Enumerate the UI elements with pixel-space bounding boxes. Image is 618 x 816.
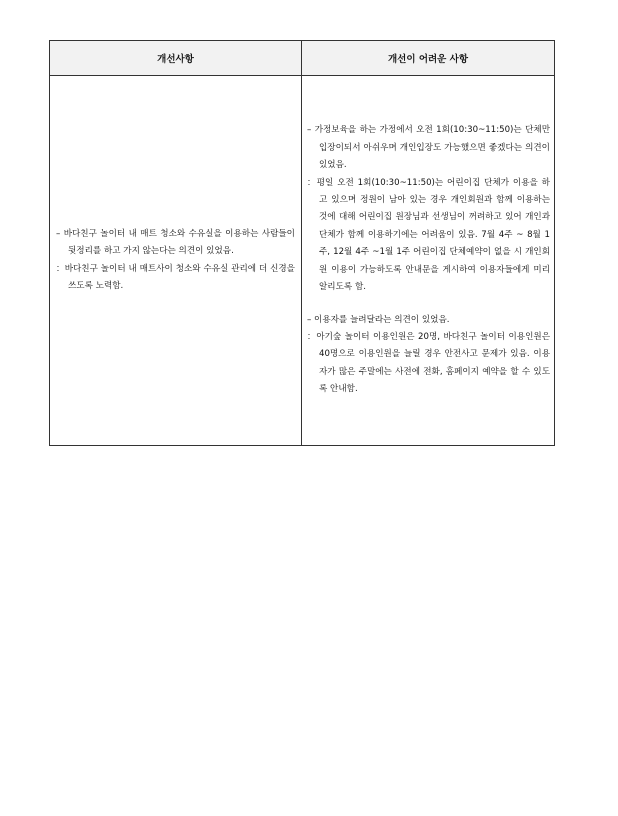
improvement-response: ：바다친구 놀이터 내 매트사이 청소와 수유실 관리에 더 신경을 쓰도록 노력함. [56, 263, 295, 291]
difficult-opinion-2: – 이용자를 늘려달라는 의견이 있었음. [307, 314, 450, 325]
paragraph-gap [307, 297, 550, 312]
table-body-row [50, 76, 555, 446]
difficult-improvements-cell [302, 76, 555, 446]
table-header-row [50, 41, 555, 76]
improvement-table [49, 40, 555, 446]
difficult-response-2: ：아기숲 놀이터 이용인원은 20명, 바다친구 놀이터 이용인원은 40명으로 이용인원을 늘릴 경우 안전사고 문제가 있음. 이용자가 많은 주말에는 사전에 전화, 홈페이지 예약을 할 수 있도록 안내함. [307, 331, 550, 395]
header-difficult-improvements: 개선이 어려운 사항 [302, 41, 555, 76]
header-improvements: 개선사항 [50, 41, 302, 76]
difficult-response-1: ：평일 오전 1회(10:30~11:50)는 어린이집 단체가 이용을 하고 있으며 정원이 남아 있는 경우 개인회원과 함께 이용하는 것에 대해 어린이집 원장님과 선생님이 꺼려하고 있어 개인과 단체가 함께 이용하기에는 어려움이 있음. 7월 4주 ~ 8월 1주, 12월 4주 ~1월 1주 어린이집 단체예약이 없을 시 개인회원 이용이 가능하도록 안내문을 게시하여 이용자들에게 미리 알리도록 함. [307, 177, 550, 293]
difficult-opinion-1: – 가정보육을 하는 가정에서 오전 1회(10:30~11:50)는 단체만 입장이되서 아쉬우며 개인입장도 가능했으면 좋겠다는 의견이 있었음. [307, 125, 550, 171]
improvement-opinion: – 바다친구 놀이터 내 매트 청소와 수유실을 이용하는 사람들이 뒷정리를 하고 가지 않는다는 의견이 있었음. [56, 228, 295, 257]
improvements-cell [50, 76, 302, 446]
